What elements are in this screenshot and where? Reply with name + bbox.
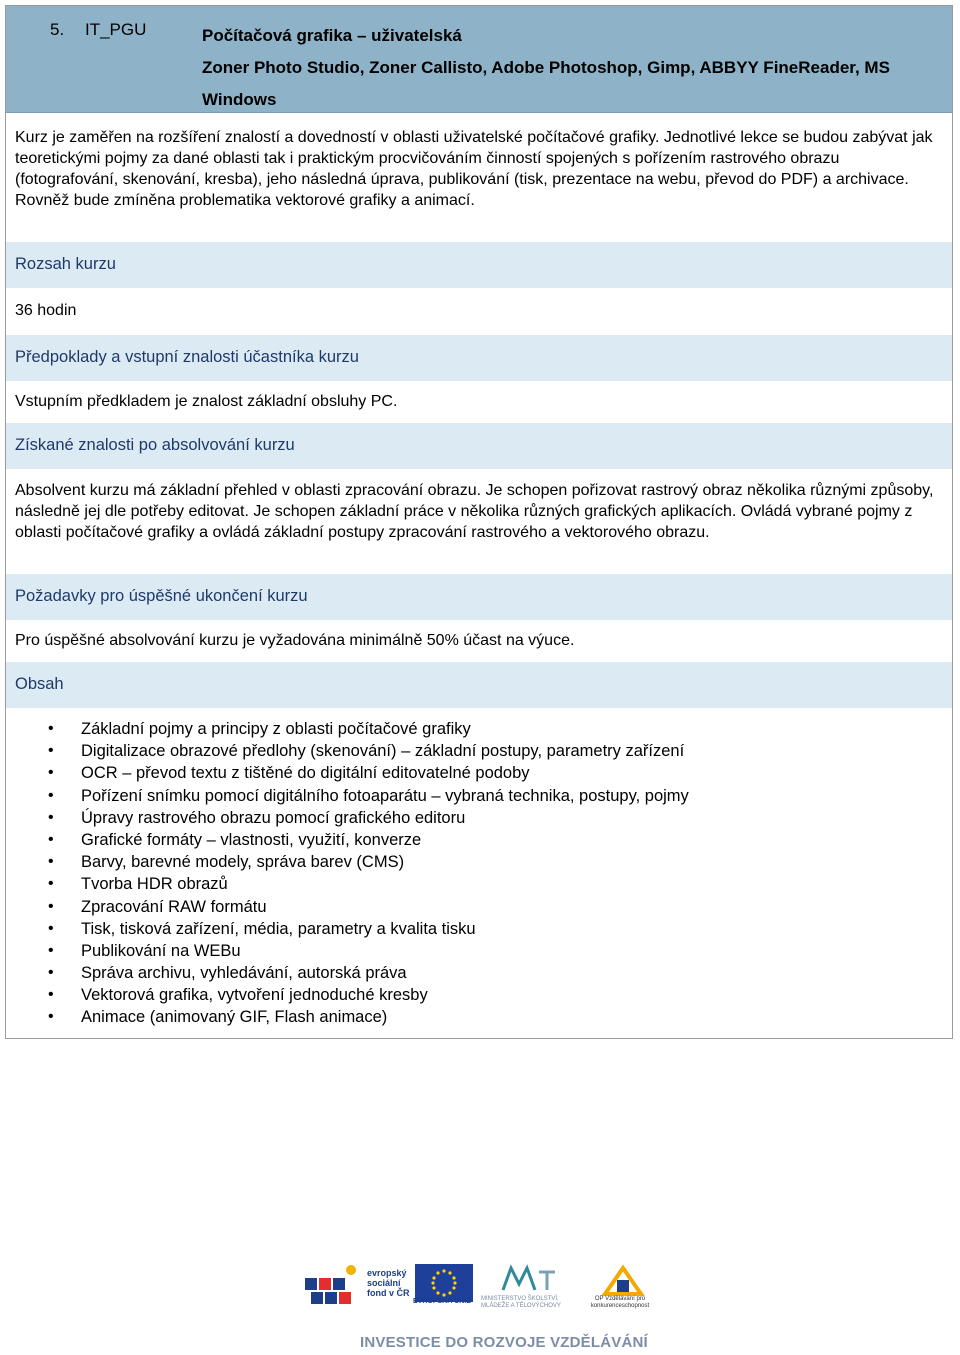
op-caption: OP Vzdělávání pro konkurenceschopnost [590,1296,650,1309]
predpoklady-label: Předpoklady a vstupní znalosti účastníka kurzu [15,348,359,366]
znalosti-value: Absolvent kurzu má základní přehled v oblasti zpracování obrazu. Je schopen pořizovat rastrový obraz několika různými způsoby, následně jej dle potřeby editovat. Je schopen základní práce v několika různých grafických aplikacích. Ovládá vybrané pojmy z oblasti počítačové grafiky a ovládá základní postupy zpracování rastrového a vektorového obrazu. [15,482,934,541]
pozadavky-value: Pro úspěšné absolvování kurzu je vyžadována minimálně 50% účast na výuce. [15,632,575,649]
list-item: • Digitalizace obrazové předlohy (skenování) – základní postupy, parametry zařízení [0,740,689,762]
footer-slogan: INVESTICE DO ROZVOJE VZDĚLÁVÁNÍ [360,1334,648,1351]
section-band-rozsah [6,242,952,288]
list-item: • Úpravy rastrového obrazu pomocí grafického editoru [0,807,689,829]
esf-logo-icon [305,1264,363,1306]
content-list [0,718,689,1029]
list-item: • Grafické formáty – vlastnosti, využití, konverze [0,829,689,851]
course-description: Kurz je zaměřen na rozšíření znalostí a dovedností v oblasti uživatelské počítačové grafiky. Jednotlivé lekce se budou zabývat jak teoretickými pojmy za dané oblasti tak i praktickým procvičováním činností spojených s pořízením rastrového obrazu (fotografování, skenování, kresba), jeho následná úprava, publikování (tisk, prezentace na webu, převod do PDF) a archivace. Rovněž bude zmíněna problematika vektorové grafiky a animací. [15,129,933,209]
list-item: • Animace (animovaný GIF, Flash animace) [0,1006,689,1028]
course-header [6,6,952,113]
course-title-line1: Počítačová grafika – uživatelská [202,26,462,45]
obsah-label: Obsah [15,675,64,693]
list-item: • Publikování na WEBu [0,940,689,962]
list-item: • Správa archivu, vyhledávání, autorská práva [0,962,689,984]
footer-logos [305,1262,655,1308]
rozsah-label: Rozsah kurzu [15,255,116,273]
course-title [202,20,890,116]
znalosti-label: Získané znalosti po absolvování kurzu [15,436,295,454]
list-item: • Zpracování RAW formátu [0,896,689,918]
course-title-line2: Zoner Photo Studio, Zoner Callisto, Adobe Photoshop, Gimp, ABBYY FineReader, MS [202,58,890,77]
section-band-obsah [6,662,952,708]
course-title-line3: Windows [202,90,277,109]
esf-text: evropský sociální fond v ČR [367,1268,410,1298]
list-item: • OCR – převod textu z tištěné do digitální editovatelné podoby [0,762,689,784]
msmt-caption: MINISTERSTVO ŠKOLSTVÍ, MLÁDEŽE A TĚLOVÝCHOVY [481,1296,561,1309]
eu-caption: EVROPSKÁ UNIE [413,1298,471,1305]
list-item: • Tvorba HDR obrazů [0,873,689,895]
course-code: IT_PGU [85,20,147,39]
predpoklady-value: Vstupním předkladem je znalost základní obsluhy PC. [15,393,398,410]
list-item: • Pořízení snímku pomocí digitálního fotoaparátu – vybraná technika, postupy, pojmy [0,785,689,807]
pozadavky-label: Požadavky pro úspěšné ukončení kurzu [15,587,308,605]
list-item: • Tisk, tisková zařízení, média, parametry a kvalita tisku [0,918,689,940]
list-item: • Základní pojmy a principy z oblasti počítačové grafiky [0,718,689,740]
course-number: 5. [50,20,65,39]
list-item: • Barvy, barevné modely, správa barev (CMS) [0,851,689,873]
list-item: • Vektorová grafika, vytvoření jednoduché kresby [0,984,689,1006]
rozsah-value: 36 hodin [15,302,77,319]
eu-flag-icon [415,1264,473,1302]
